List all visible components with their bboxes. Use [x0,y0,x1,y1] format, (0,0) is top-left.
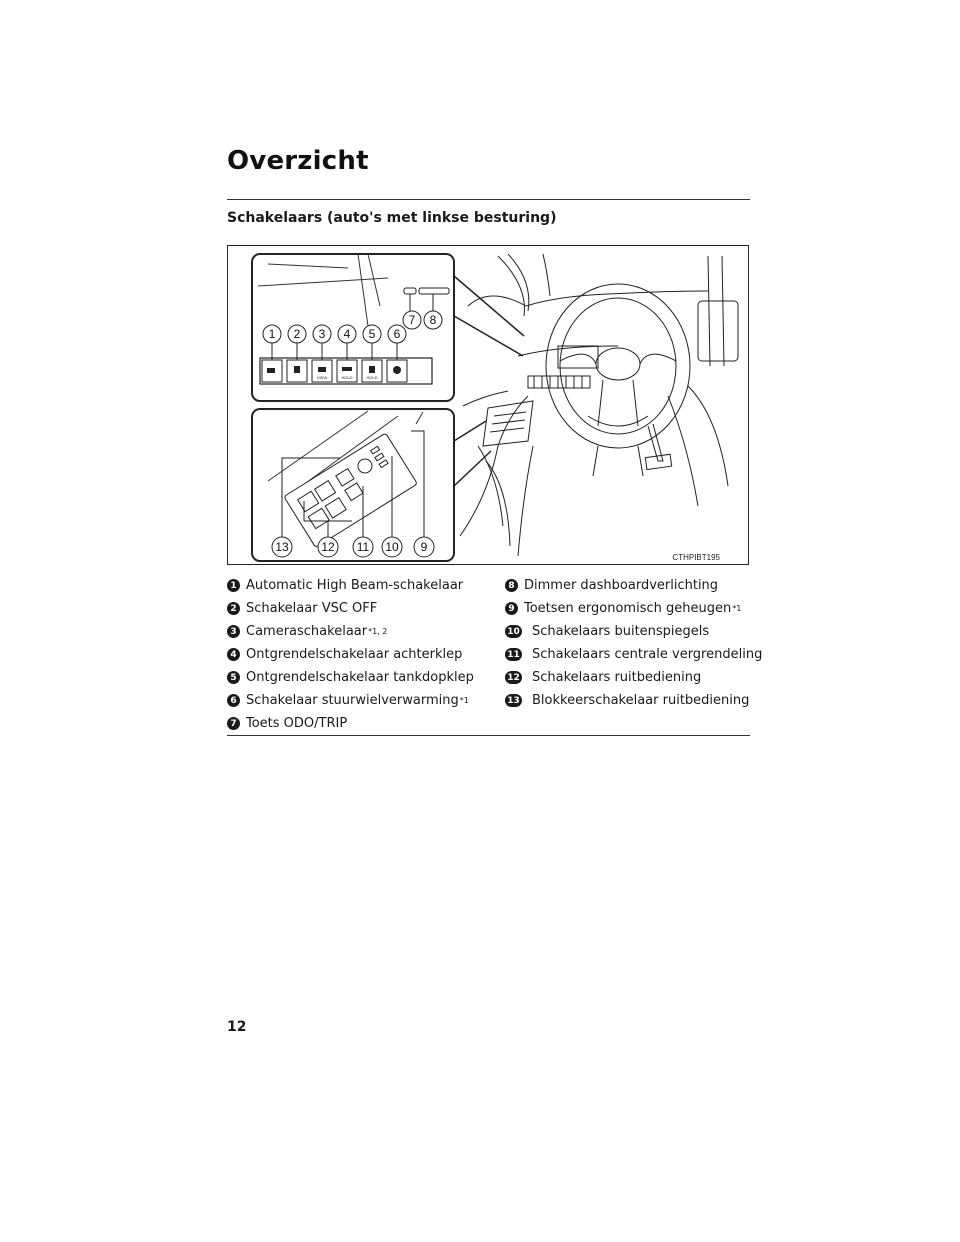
footnote-marker: *1, 2 [368,627,388,636]
legend-text: Blokkeerschakelaar ruitbediening [532,693,750,708]
callout-11: 11 [356,540,370,554]
legend-text: Toets ODO/TRIP [246,716,348,731]
figure-code: CTHPIBT195 [672,553,720,562]
legend-text: Automatic High Beam-schakelaar [246,578,464,593]
legend-number: 7 [227,717,240,730]
hold-label-1: HOLD [341,375,353,380]
callout-4: 4 [343,327,351,341]
callout-12: 12 [321,540,335,554]
legend-item [505,574,755,597]
callout-7: 7 [408,313,416,327]
legend-item [227,666,497,689]
legend-text: Schakelaar VSC OFF [246,601,378,616]
legend-text: Ontgrendelschakelaar achterklep [246,647,463,662]
legend-item [505,620,755,643]
legend-number: 12 [505,671,522,684]
legend-item [505,666,755,689]
legend-text: Toetsen ergonomisch geheugen [524,601,732,616]
legend-number: 2 [227,602,240,615]
callout-5: 5 [368,327,376,341]
footnote-marker: *1 [732,604,742,613]
legend-text: Cameraschakelaar [246,624,368,639]
legend-item [227,574,497,597]
legend-item [227,597,497,620]
page-title: Overzicht [227,146,369,176]
footnote-marker: *1 [459,696,469,705]
legend-left [227,574,497,735]
callout-10: 10 [385,540,399,554]
legend-item [505,643,763,666]
legend-divider [227,735,750,736]
illustration-drawing [228,246,749,565]
callout-2: 2 [293,327,301,341]
legend-number: 1 [227,579,240,592]
callout-8: 8 [429,313,437,327]
legend-number: 10 [505,625,522,638]
callout-6: 6 [393,327,401,341]
callout-1: 1 [268,327,276,341]
legend-item [227,643,497,666]
callout-13: 13 [275,540,289,554]
legend-item [505,689,755,712]
section-subtitle: Schakelaars (auto's met linkse besturing) [227,210,557,226]
page-number: 12 [227,1019,247,1035]
legend-item [227,689,497,712]
legend-number: 11 [505,648,522,661]
legend-item [227,712,497,735]
legend-number: 8 [505,579,518,592]
callout-3: 3 [318,327,326,341]
legend-text: Schakelaars ruitbediening [532,670,702,685]
legend-number: 13 [505,694,522,707]
legend-number: 4 [227,648,240,661]
title-divider [227,199,750,200]
legend-number: 6 [227,694,240,707]
legend-text: Schakelaars buitenspiegels [532,624,710,639]
switch-illustration [227,245,749,565]
legend-item [227,620,497,643]
legend-number: 5 [227,671,240,684]
legend-text: Schakelaar stuurwielverwarming [246,693,459,708]
hold-label-2: HOLD [366,375,378,380]
legend-right [505,574,763,712]
callout-9: 9 [420,540,428,554]
legend-item [505,597,755,620]
legend-text: Dimmer dashboardverlichting [524,578,719,593]
legend-text: Ontgrendelschakelaar tankdopklep [246,670,474,685]
view-label: VIEW [316,375,328,380]
legend-number: 9 [505,602,518,615]
legend-text: Schakelaars centrale vergrendeling [532,647,763,662]
legend-number: 3 [227,625,240,638]
